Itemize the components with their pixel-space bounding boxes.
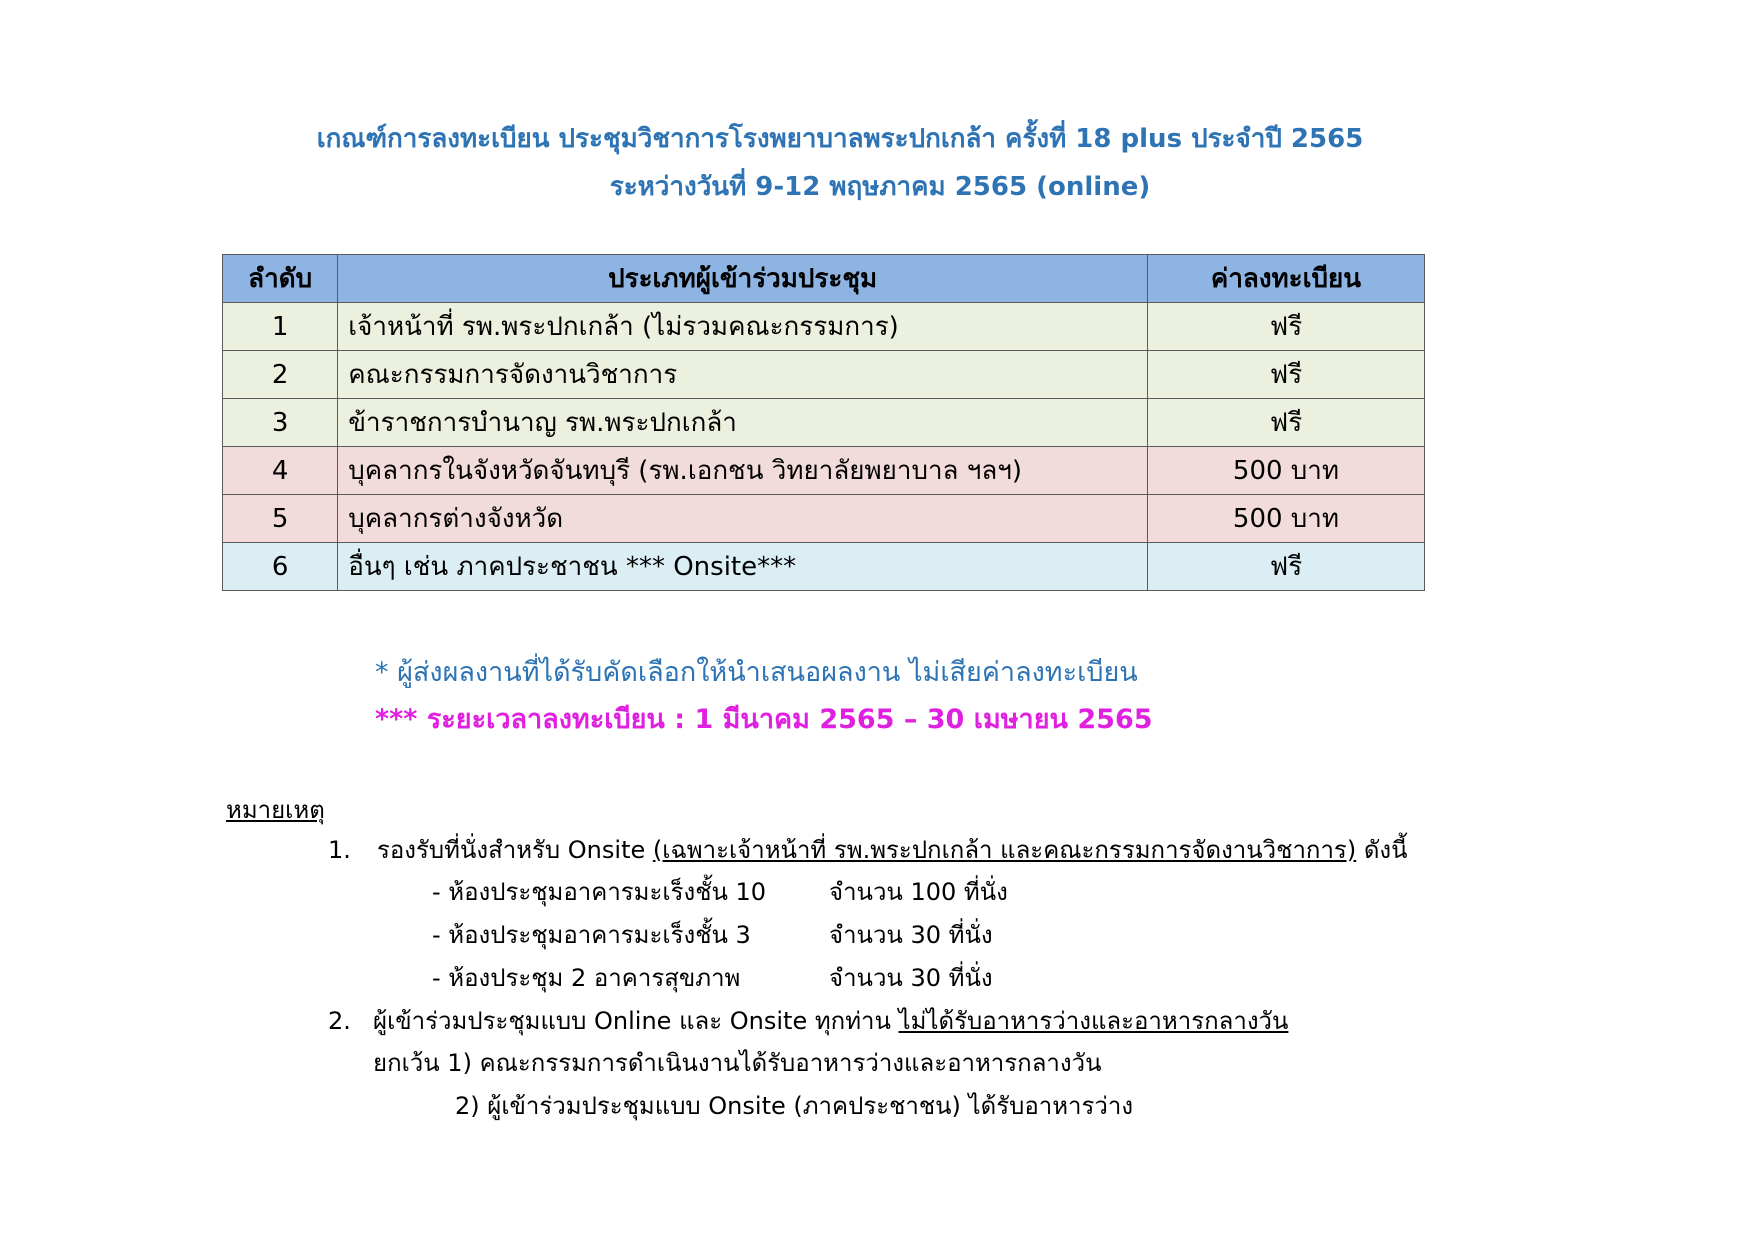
table-row <box>223 447 1425 495</box>
row-number: 3 <box>223 399 338 447</box>
remark-number: 1. <box>328 836 351 864</box>
table-header-row <box>223 255 1425 303</box>
remark-item-2 <box>328 1001 1288 1040</box>
room-name: - ห้องประชุม 2 อาคารสุขภาพ <box>432 964 741 992</box>
remarks-heading-text: หมายเหตุ <box>226 796 325 824</box>
room-name: - ห้องประชุมอาคารมะเร็งชั้น 3 <box>432 921 751 949</box>
remark-number: 2. <box>328 1007 351 1035</box>
row-number: 1 <box>223 303 338 351</box>
row-fee: 500 บาท <box>1147 447 1424 495</box>
remark-underlined-text: (เฉพาะเจ้าหน้าที่ รพ.พระปกเกล้า และคณะกรรมการจัดงานวิชาการ) <box>652 836 1357 864</box>
remarks-heading <box>226 790 325 829</box>
row-number: 2 <box>223 351 338 399</box>
remark-exception-1: ยกเว้น 1) คณะกรรมการดำเนินงานได้รับอาหารว่างและอาหารกลางวัน <box>373 1049 1102 1077</box>
remark-underlined-text: ไม่ได้รับอาหารว่างและอาหารกลางวัน <box>898 1007 1289 1035</box>
registration-fee-table <box>222 254 1425 591</box>
room-seat-count: จำนวน 30 ที่นั่ง <box>829 964 993 992</box>
row-participant-type: ข้าราชการบำนาญ รพ.พระปกเกล้า <box>338 399 1148 447</box>
row-number: 4 <box>223 447 338 495</box>
registration-period-note: *** ระยะเวลาลงทะเบียน : 1 มีนาคม 2565 – 30 เมษายน 2565 <box>375 704 1153 735</box>
document-title: เกณฑ์การลงทะเบียน ประชุมวิชาการโรงพยาบาลพระปกเกล้า ครั้งที่ 18 plus ประจำปี 2565 <box>316 124 1364 154</box>
row-participant-type: เจ้าหน้าที่ รพ.พระปกเกล้า (ไม่รวมคณะกรรมการ) <box>338 303 1148 351</box>
document-date-line: ระหว่างวันที่ 9-12 พฤษภาคม 2565 (online) <box>609 172 1151 202</box>
row-participant-type: บุคลากรต่างจังหวัด <box>338 495 1148 543</box>
row-participant-type: คณะกรรมการจัดงานวิชาการ <box>338 351 1148 399</box>
table-row <box>223 495 1425 543</box>
room-name: - ห้องประชุมอาคารมะเร็งชั้น 10 <box>432 878 767 906</box>
header-registration-fee: ค่าลงทะเบียน <box>1147 255 1424 303</box>
header-number: ลำดับ <box>223 255 338 303</box>
table-row <box>223 351 1425 399</box>
row-number: 6 <box>223 543 338 591</box>
row-fee: ฟรี <box>1147 543 1424 591</box>
row-fee: 500 บาท <box>1147 495 1424 543</box>
presenter-fee-note: * ผู้ส่งผลงานที่ได้รับคัดเลือกให้นำเสนอผลงาน ไม่เสียค่าลงทะเบียน <box>375 657 1138 688</box>
table-row <box>223 399 1425 447</box>
row-participant-type: อื่นๆ เช่น ภาคประชาชน *** Onsite*** <box>338 543 1148 591</box>
row-participant-type: บุคลากรในจังหวัดจันทบุรี (รพ.เอกชน วิทยาลัยพยาบาล ฯลฯ) <box>338 447 1148 495</box>
room-seat-count: จำนวน 30 ที่นั่ง <box>829 921 993 949</box>
table-row <box>223 303 1425 351</box>
table-row <box>223 543 1425 591</box>
remark-text: รองรับที่นั่งสำหรับ Onsite <box>377 836 653 864</box>
remark-suffix: ดังนี้ <box>1356 836 1408 864</box>
row-fee: ฟรี <box>1147 399 1424 447</box>
row-number: 5 <box>223 495 338 543</box>
row-fee: ฟรี <box>1147 351 1424 399</box>
remark-item-1 <box>328 830 1408 869</box>
header-participant-type: ประเภทผู้เข้าร่วมประชุม <box>338 255 1148 303</box>
room-seat-count: จำนวน 100 ที่นั่ง <box>829 878 1008 906</box>
row-fee: ฟรี <box>1147 303 1424 351</box>
remark-exception-2: 2) ผู้เข้าร่วมประชุมแบบ Onsite (ภาคประชาชน) ได้รับอาหารว่าง <box>455 1092 1134 1120</box>
remark-text: ผู้เข้าร่วมประชุมแบบ Online และ Onsite ทุกท่าน <box>373 1007 899 1035</box>
